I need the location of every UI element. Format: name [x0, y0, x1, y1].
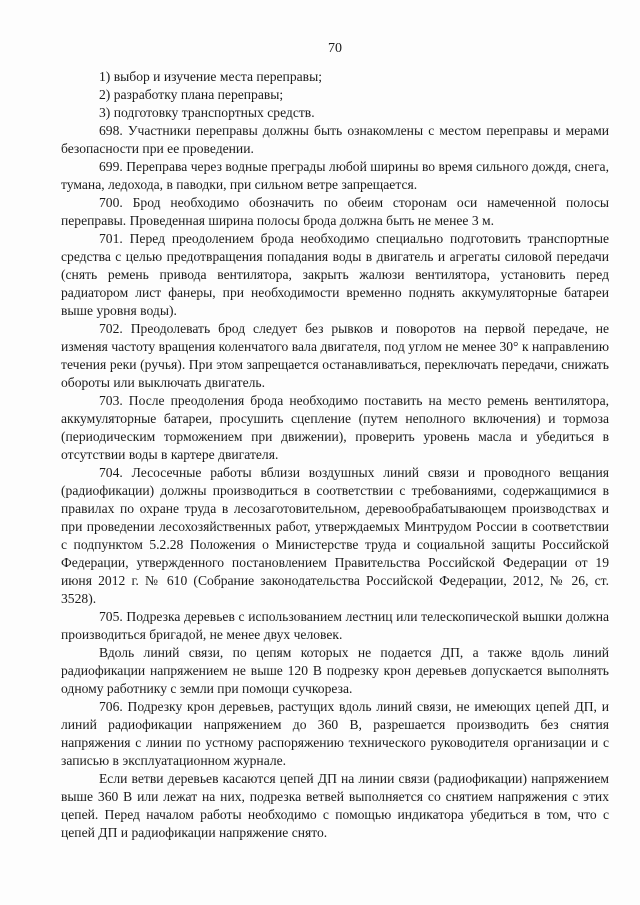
list-item-1: 1) выбор и изучение места переправы;: [99, 69, 322, 84]
paragraph-706-continued: Если ветви деревьев касаются цепей ДП на линии связи (радиофикации) напряжением выше 360 В или лежат на них, подрезка ветвей выполняется со снятием напряжения с этих цепей. Перед началом работы необходимо с помощью индикатора убедиться в том, что с цепей ДП и радиофикации напряжение снято.: [61, 771, 609, 840]
page-number: 70: [328, 41, 342, 56]
paragraph-705-continued: Вдоль линий связи, по цепям которых не подается ДП, а также вдоль линий радиофикации напряжением не выше 120 В подрезку крон деревьев допускается выполнять одному работнику с земли при помощи сучкореза.: [61, 645, 609, 696]
paragraph-699: 699. Переправа через водные преграды любой ширины во время сильного дождя, снега, тумана, ледохода, в паводки, при сильном ветре запрещается.: [61, 159, 609, 192]
paragraph-706: 706. Подрезку крон деревьев, растущих вдоль линий связи, не имеющих цепей ДП, и линий радиофикации напряжением до 360 В, разрешается производить без снятия напряжения с линии по устному распоряжению технического руководителя организации и с записью в эксплуатационном журнале.: [61, 699, 609, 768]
list-item-2: 2) разработку плана переправы;: [99, 87, 284, 102]
list-item-3: 3) подготовку транспортных средств.: [99, 105, 315, 120]
paragraph-703: 703. После преодоления брода необходимо поставить на место ремень вентилятора, аккумуляторные батареи, просушить сцепление (путем неполного включения) и тормоза (периодическим торможением при движении), проверить уровень масла и убедиться в отсутствии воды в картере двигателя.: [61, 393, 609, 462]
paragraph-700: 700. Брод необходимо обозначить по обеим сторонам оси намеченной полосы переправы. Проведенная ширина полосы брода должна быть не менее 3 м.: [61, 195, 609, 228]
paragraph-705: 705. Подрезка деревьев с использованием лестниц или телескопической вышки должна производиться бригадой, не менее двух человек.: [61, 609, 609, 642]
paragraph-698: 698. Участники переправы должны быть ознакомлены с местом переправы и мерами безопасности при ее проведении.: [61, 123, 609, 156]
paragraph-701: 701. Перед преодолением брода необходимо специально подготовить транспортные средства с целью предотвращения попадания воды в двигатель и агрегаты силовой передачи (снять ремень привода вентилятора, закрыть жалюзи вентилятора, установить перед радиатором лист фанеры, при необходимости временно поднять аккумуляторные батареи выше уровня воды).: [61, 231, 609, 318]
paragraph-702: 702. Преодолевать брод следует без рывков и поворотов на первой передаче, не изменяя частоту вращения коленчатого вала двигателя, под углом не менее 30° к направлению течения реки (ручья). При этом запрещается останавливаться, переключать передачи, снижать обороты или выключать двигатель.: [61, 321, 609, 390]
paragraph-704: 704. Лесосечные работы вблизи воздушных линий связи и проводного вещания (радиофикации) должны производиться в соответствии с требованиями, содержащимися в правилах по охране труда в лесозаготовительном, деревообрабатывающем производствах и при проведении лесохозяйственных работ, утверждаемых Минтрудом России в соответствии с подпунктом 5.2.28 Положения о Министерстве труда и социальной защиты Российской Федерации, утвержденного постановлением Правительства Российской Федерации от 19 июня 2012 г. № 610 (Собрание законодательства Российской Федерации, 2012, № 26, ст. 3528).: [61, 465, 609, 606]
